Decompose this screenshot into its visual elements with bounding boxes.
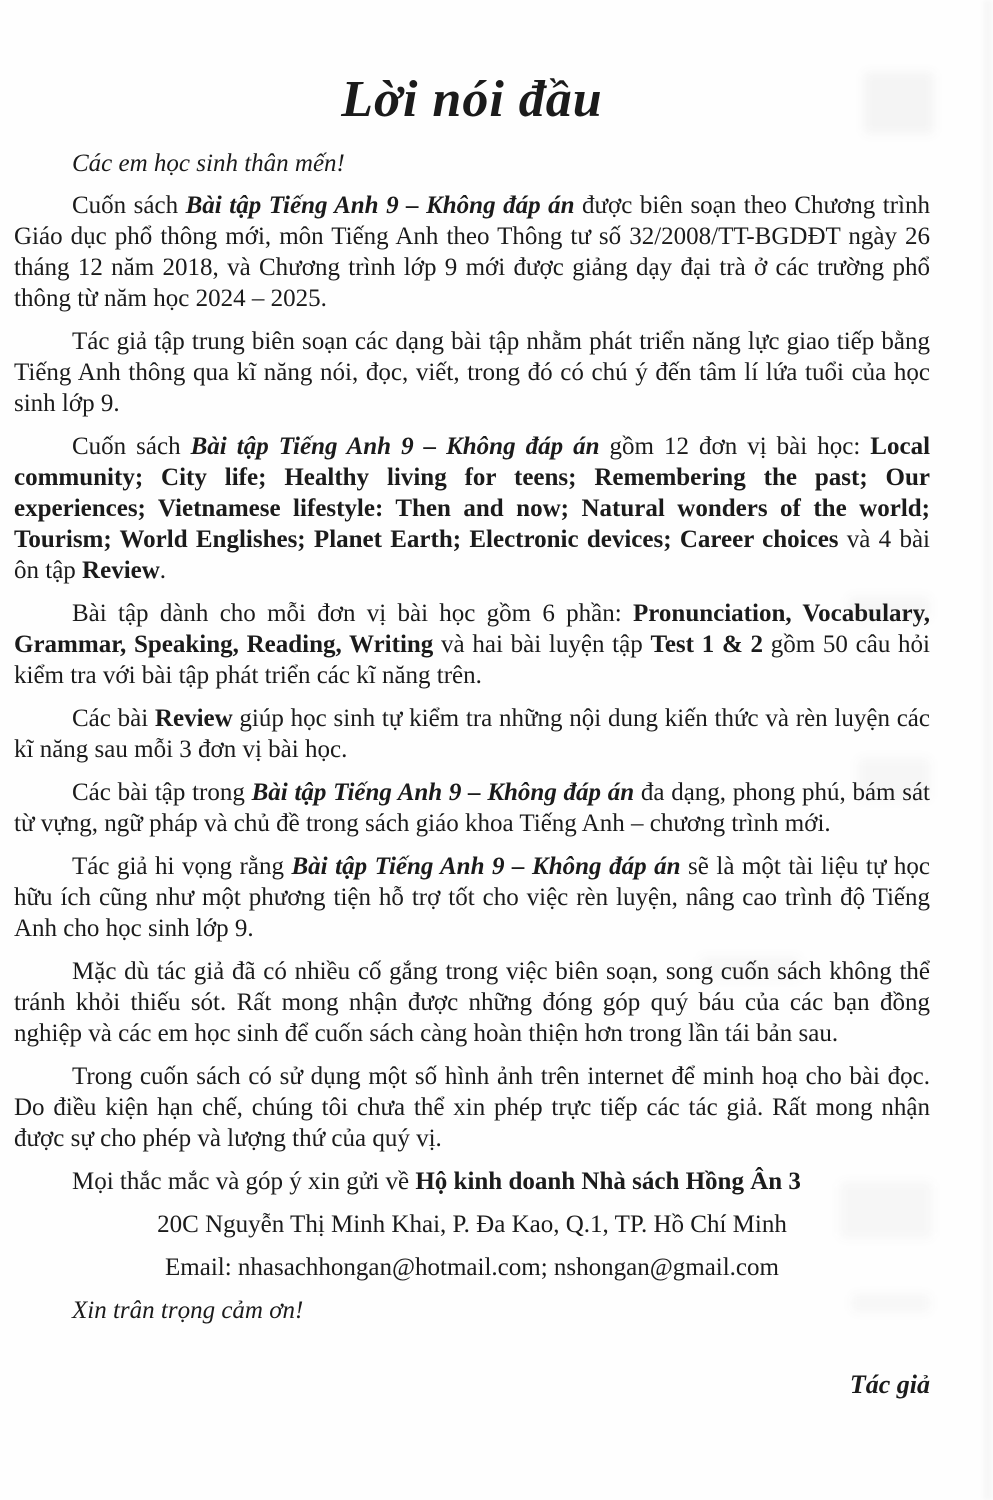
text-run: Hộ kinh doanh Nhà sách Hồng Ân 3: [415, 1167, 801, 1195]
paragraph: [14, 190, 930, 314]
text-run: Local community; City life; Healthy living for teens; Remembering the past; Our experiences; Vietnamese lifestyle: Then and now; Natural wonders of the world; Tourism; World Englishes; Planet Earth; Electronic devices; Career choices: [14, 432, 931, 553]
preface-body: [14, 190, 930, 1197]
text-run: Tác giả tập trung biên soạn các dạng bài tập nhằm phát triển năng lực giao tiếp bằng Tiếng Anh thông qua kĩ năng nói, đọc, viết, trong đó có chú ý đến tâm lí lứa tuổi của học sinh lớp 9.: [14, 327, 930, 417]
scan-artifact: [983, 0, 993, 1500]
text-run: được biên soạn theo Chương trình Giáo dục phổ thông mới, môn Tiếng Anh theo Thông tư số 32/2008/TT-BGDĐT ngày 26 tháng 12 năm 2018, và Chương trình lớp 9 mới được giảng dạy đại trà ở các trường phổ thông từ năm học 2024 – 2025.: [14, 191, 930, 312]
text-run: Bài tập Tiếng Anh 9 – Không đáp án: [251, 778, 635, 806]
text-run: Các bài: [72, 704, 155, 732]
text-run: Review: [154, 704, 233, 732]
text-run: Trong cuốn sách có sử dụng một số hình ảnh trên internet để minh hoạ cho bài đọc. Do điều kiện hạn chế, chúng tôi chưa thể xin phép trực tiếp các tác giả. Rất mong nhận được sự cho phép và lượng thứ của quý vị.: [14, 1062, 930, 1152]
paragraph: [14, 1166, 930, 1197]
text-run: Mọi thắc mắc và góp ý xin gửi về: [72, 1167, 416, 1195]
preface-content: [14, 70, 930, 1400]
text-run: và 4 bài ôn tập: [14, 525, 930, 584]
text-run: Các bài tập trong: [72, 778, 252, 806]
text-run: gồm 12 đơn vị bài học:: [599, 432, 871, 460]
text-run: Cuốn sách: [72, 432, 191, 460]
paragraph: [14, 851, 930, 944]
text-run: giúp học sinh tự kiểm tra những nội dung kiến thức và rèn luyện các kĩ năng sau mỗi 3 đơn vị bài học.: [14, 704, 930, 763]
greeting-line: Các em học sinh thân mến!: [72, 149, 345, 177]
paragraph: [14, 598, 930, 691]
text-run: Tác giả hi vọng rằng: [72, 852, 292, 880]
text-run: Mặc dù tác giả đã có nhiều cố gắng trong việc biên soạn, song cuốn sách không thể tránh khỏi thiếu sót. Rất mong nhận được những đóng góp quý báu của các bạn đồng nghiệp và các em học sinh để cuốn sách càng hoàn thiện hơn trong lần tái bản sau.: [14, 957, 930, 1047]
paragraph: [14, 777, 930, 839]
paragraph: [14, 431, 930, 586]
paragraph: [14, 1061, 930, 1154]
closing-line: Xin trân trọng cảm ơn!: [72, 1296, 304, 1324]
text-run: sẽ là một tài liệu tự học hữu ích cũng như một phương tiện hỗ trợ tốt cho việc rèn luyện, nâng cao trình độ Tiếng Anh cho học sinh lớp 9.: [14, 852, 931, 942]
text-run: .: [159, 556, 167, 584]
text-run: đa dạng, phong phú, bám sát từ vựng, ngữ pháp và chủ đề trong sách giáo khoa Tiếng Anh – chương trình mới.: [14, 778, 930, 837]
contact-address: 20C Nguyễn Thị Minh Khai, P. Đa Kao, Q.1, TP. Hồ Chí Minh: [157, 1210, 787, 1238]
paragraph: [14, 326, 930, 419]
text-run: Bài tập dành cho mỗi đơn vị bài học gồm 6 phần:: [72, 599, 633, 627]
contact-email: Email: nhasachhongan@hotmail.com; nshongan@gmail.com: [165, 1253, 779, 1281]
paragraph: [14, 956, 930, 1049]
text-run: Bài tập Tiếng Anh 9 – Không đáp án: [190, 432, 600, 460]
text-run: Cuốn sách: [72, 191, 186, 219]
text-run: Bài tập Tiếng Anh 9 – Không đáp án: [185, 191, 575, 219]
text-run: và hai bài luyện tập: [433, 630, 651, 658]
author-signature: Tác giả: [849, 1369, 930, 1399]
text-run: Review: [82, 556, 160, 584]
text-run: Pronunciation, Vocabulary, Grammar, Speaking, Reading, Writing: [14, 599, 930, 658]
page-title: Lời nói đầu: [341, 71, 603, 128]
text-run: Test 1 & 2: [650, 630, 763, 658]
text-run: gồm 50 câu hỏi kiểm tra với bài tập phát triển các kĩ năng trên.: [14, 630, 930, 689]
text-run: Bài tập Tiếng Anh 9 – Không đáp án: [291, 852, 681, 880]
paragraph: [14, 703, 930, 765]
